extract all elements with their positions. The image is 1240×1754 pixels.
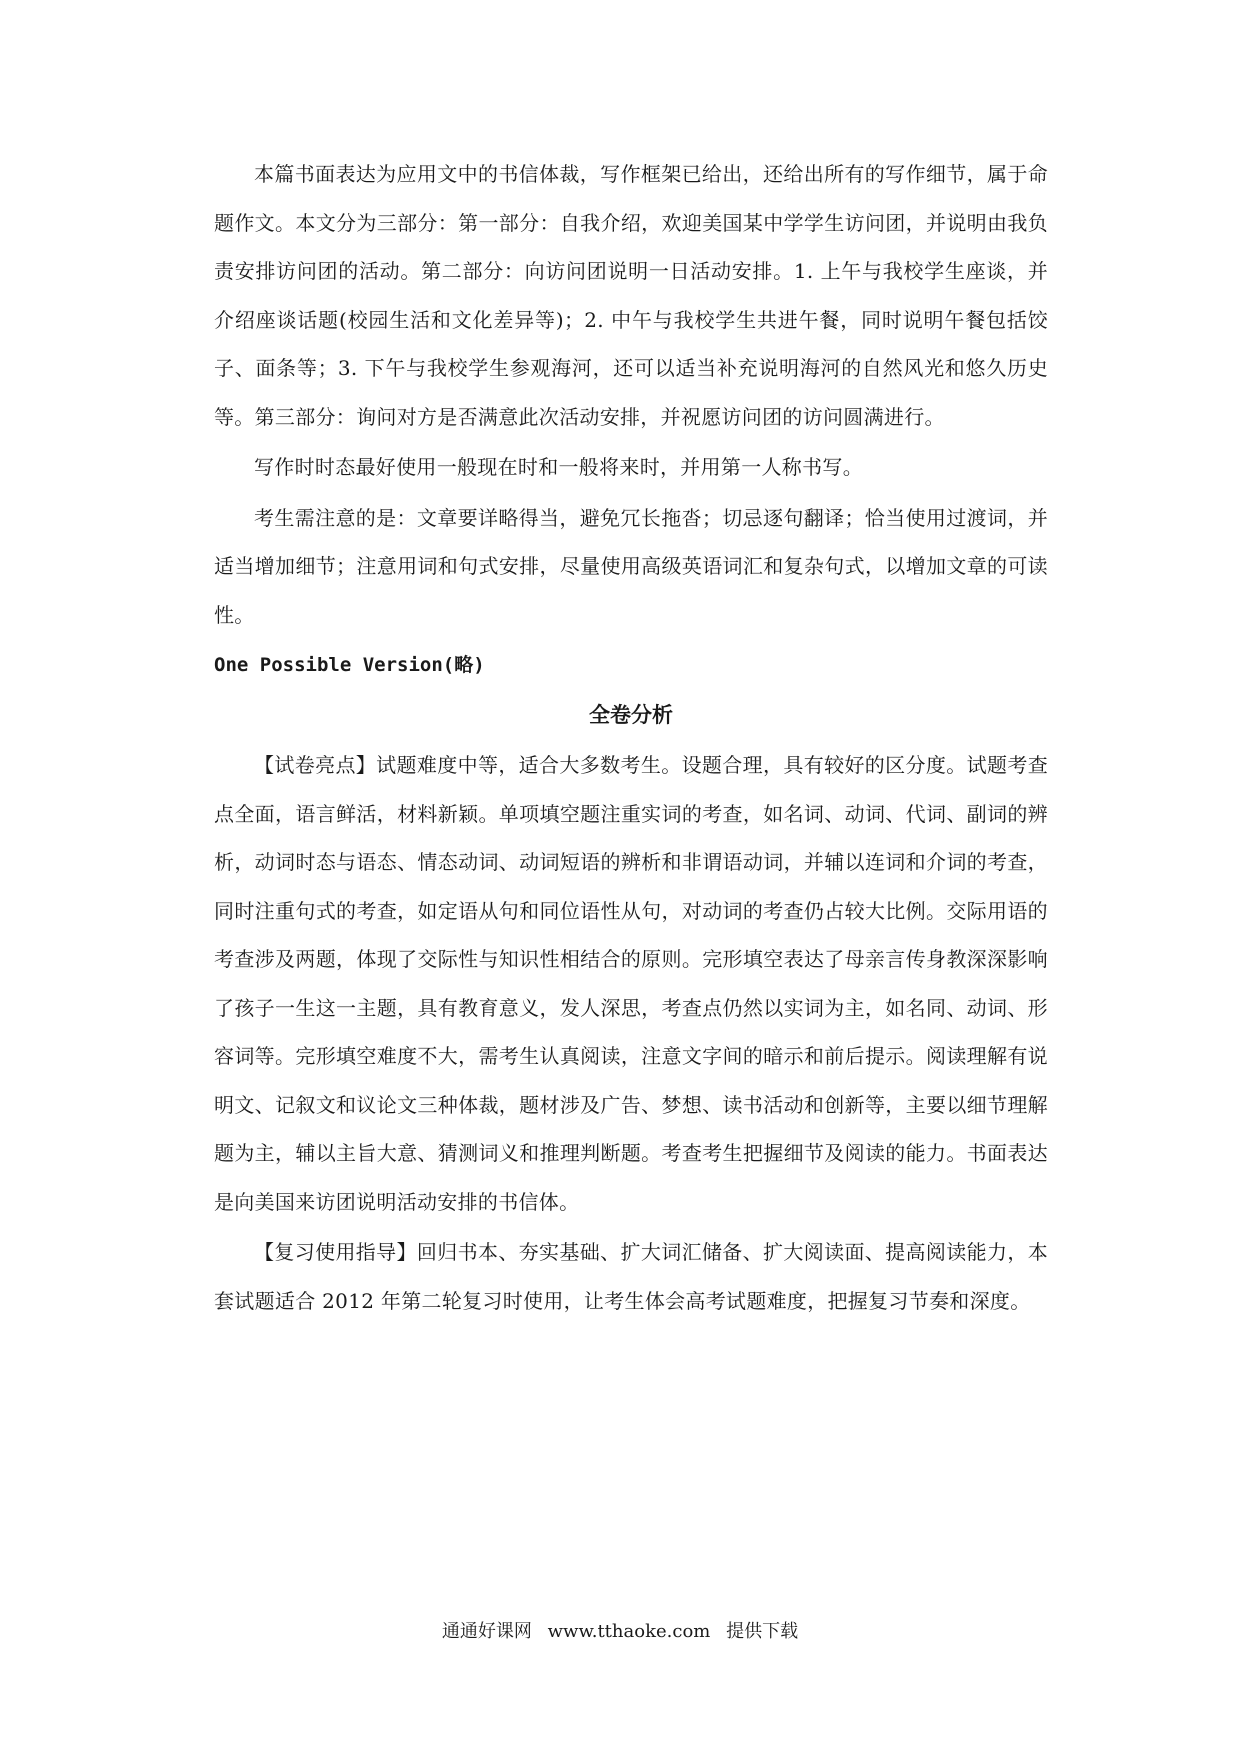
section-title: 全卷分析 <box>589 702 673 727</box>
review-guidance-paragraph: 【复习使用指导】回归书本、夯实基础、扩大词汇储备、扩大阅读面、提高阅读能力，本套试题适合 2012 年第二轮复习时使用，让考生体会高考试题难度，把握复习节奏和深度。 <box>214 1240 1048 1313</box>
footer-site-name: 通通好课网 <box>441 1621 532 1642</box>
attention-note-paragraph: 考生需注意的是：文章要详略得当，避免冗长拖沓；切忌逐句翻译；恰当使用过渡词，并适当增加细节；注意用词和句式安排，尽量使用高级英语词汇和复杂句式，以增加文章的可读性。 <box>214 505 1048 627</box>
tense-note-paragraph: 写作时时态最好使用一般现在时和一般将来时，并用第一人称书写。 <box>254 455 863 479</box>
document-body <box>214 150 1048 1325</box>
writing-analysis-paragraph: 本篇书面表达为应用文中的书信体裁，写作框架已给出，还给出所有的写作细节，属于命题作文。本文分为三部分：第一部分：自我介绍，欢迎美国某中学学生访问团，并说明由我负责安排访问团的活动。第二部分：向访问团说明一日活动安排。1. 上午与我校学生座谈，并介绍座谈话题(校园生活和文化差异等)；2. 中午与我校学生共进午餐，同时说明午餐包括饺子、面条等；3. 下午与我校学生参观海河，还可以适当补充说明海河的自然风光和悠久历史等。第三部分：询问对方是否满意此次活动安排，并祝愿访问团的访问圆满进行。 <box>214 162 1048 429</box>
paper-highlights-paragraph: 【试卷亮点】试题难度中等，适合大多数考生。设题合理，具有较好的区分度。试题考查点全面，语言鲜活，材料新颖。单项填空题注重实词的考查，如名词、动词、代词、副词的辨析，动词时态与语态、情态动词、动词短语的辨析和非谓语动词，并辅以连词和介词的考查，同时注重句式的考查，如定语从句和同位语性从句，对动词的考查仍占较大比例。交际用语的考查涉及两题，体现了交际性与知识性相结合的原则。完形填空表达了母亲言传身教深深影响了孩子一生这一主题，具有教育意义，发人深思，考查点仍然以实词为主，如名同、动词、形容词等。完形填空难度不大，需考生认真阅读，注意文字间的暗示和前后提示。阅读理解有说明文、记叙文和议论文三种体裁，题材涉及广告、梦想、读书活动和创新等，主要以细节理解题为主，辅以主旨大意、猜测词义和推理判断题。考查考生把握细节及阅读的能力。书面表达是向美国来访团说明活动安排的书信体。 <box>214 753 1048 1214</box>
footer-url: www.tthaoke.com <box>547 1621 711 1642</box>
page-footer <box>0 1620 1240 1644</box>
footer-note: 提供下载 <box>726 1621 799 1642</box>
possible-version-label: One Possible Version(略) <box>214 654 485 676</box>
